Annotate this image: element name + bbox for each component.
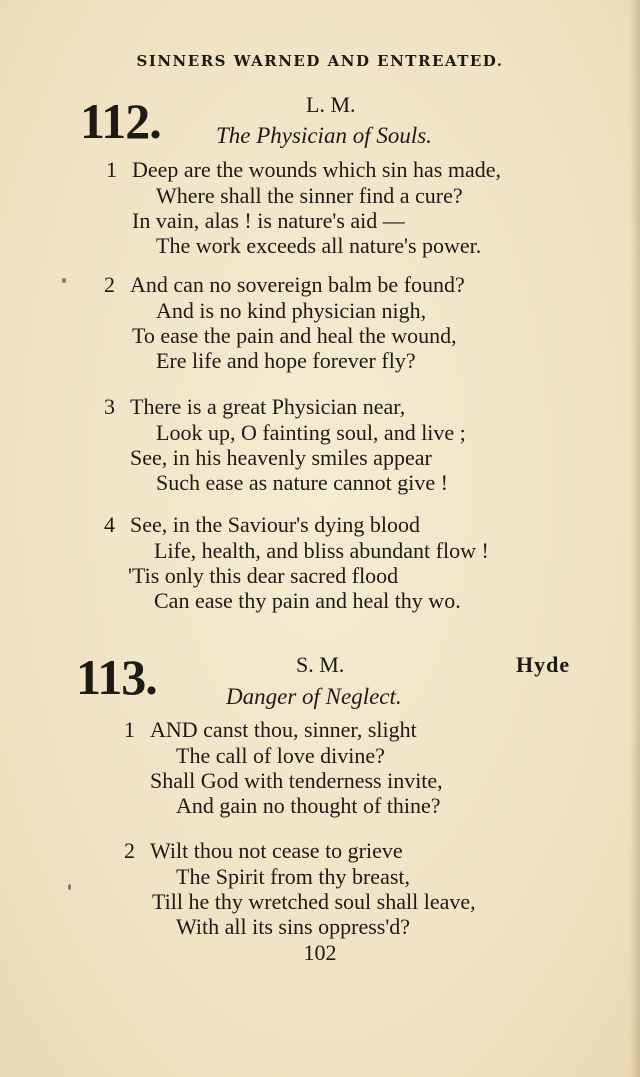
hymn-112-verse-3-line-1: There is a great Physician near, <box>130 394 406 419</box>
hymn-112-number: 112. <box>80 93 161 149</box>
hymn-113-tune: Hyde <box>516 652 571 677</box>
hymn-112-verse-4-line-1: See, in the Saviour's dying blood <box>130 512 420 537</box>
hymn-113-verse-1-number: 1 <box>124 717 135 742</box>
hymn-112-verse-1-line-3: In vain, alas ! is nature's aid — <box>132 208 405 233</box>
hymn-112-verse-2-number: 2 <box>104 272 115 297</box>
hymn-113-verse-1-line-3: Shall God with tenderness invite, <box>150 768 443 793</box>
hymn-112-verse-2-line-1: And can no sovereign balm be found? <box>130 272 465 297</box>
hymn-112-verse-3-number: 3 <box>104 394 115 419</box>
hymn-113-verse-2-line-3: Till he thy wretched soul shall leave, <box>152 889 476 914</box>
hymn-113-verse-2-line-1: Wilt thou not cease to grieve <box>150 838 403 863</box>
hymn-113-verse-1-line-2: The call of love divine? <box>176 743 385 768</box>
running-header: SINNERS WARNED AND ENTREATED. <box>136 52 504 70</box>
hymn-112-verse-2-line-4: Ere life and hope forever fly? <box>156 348 416 373</box>
hymn-112-verse-2-line-2: And is no kind physician nigh, <box>156 298 427 323</box>
hymn-113-number: 113. <box>76 649 157 705</box>
hymn-112-verse-4-line-3: 'Tis only this dear sacred flood <box>128 563 399 588</box>
hymn-112-verse-4-number: 4 <box>104 512 115 537</box>
hymn-112-verse-1-line-2: Where shall the sinner find a cure? <box>156 183 463 208</box>
page-edge-shadow <box>630 0 640 1077</box>
hymn-112-title: The Physician of Souls. <box>216 123 432 148</box>
hymn-113-verse-2-number: 2 <box>124 838 135 863</box>
hymn-112-verse-1-line-1: Deep are the wounds which sin has made, <box>132 157 502 182</box>
hymn-112-verse-2-line-3: To ease the pain and heal the wound, <box>132 323 457 348</box>
hymn-113-verse-2-line-2: The Spirit from thy breast, <box>176 864 411 889</box>
hymn-113-title: Danger of Neglect. <box>226 684 402 709</box>
page-number: 102 <box>303 940 337 965</box>
hymn-113-verse-2-line-4: With all its sins oppress'd? <box>176 914 411 939</box>
hymn-112-verse-4-line-2: Life, health, and bliss abundant flow ! <box>154 538 489 563</box>
hymn-112-verse-4-line-4: Can ease thy pain and heal thy wo. <box>154 588 461 613</box>
paper-speck <box>68 884 71 890</box>
hymn-112-verse-1-number: 1 <box>106 157 117 182</box>
hymn-113-meter: S. M. <box>296 652 345 677</box>
hymn-113-verse-1-line-4: And gain no thought of thine? <box>176 793 441 818</box>
hymn-112-meter: L. M. <box>306 92 356 117</box>
hymn-112-verse-1-line-4: The work exceeds all nature's power. <box>156 233 482 258</box>
hymn-112-verse-3-line-4: Such ease as nature cannot give ! <box>156 470 448 495</box>
hymn-112-verse-3-line-3: See, in his heavenly smiles appear <box>130 445 432 470</box>
hymn-112-verse-3-line-2: Look up, O fainting soul, and live ; <box>156 420 466 445</box>
paper-speck <box>62 278 66 283</box>
hymn-113-verse-1-line-1: AND canst thou, sinner, slight <box>150 717 417 742</box>
